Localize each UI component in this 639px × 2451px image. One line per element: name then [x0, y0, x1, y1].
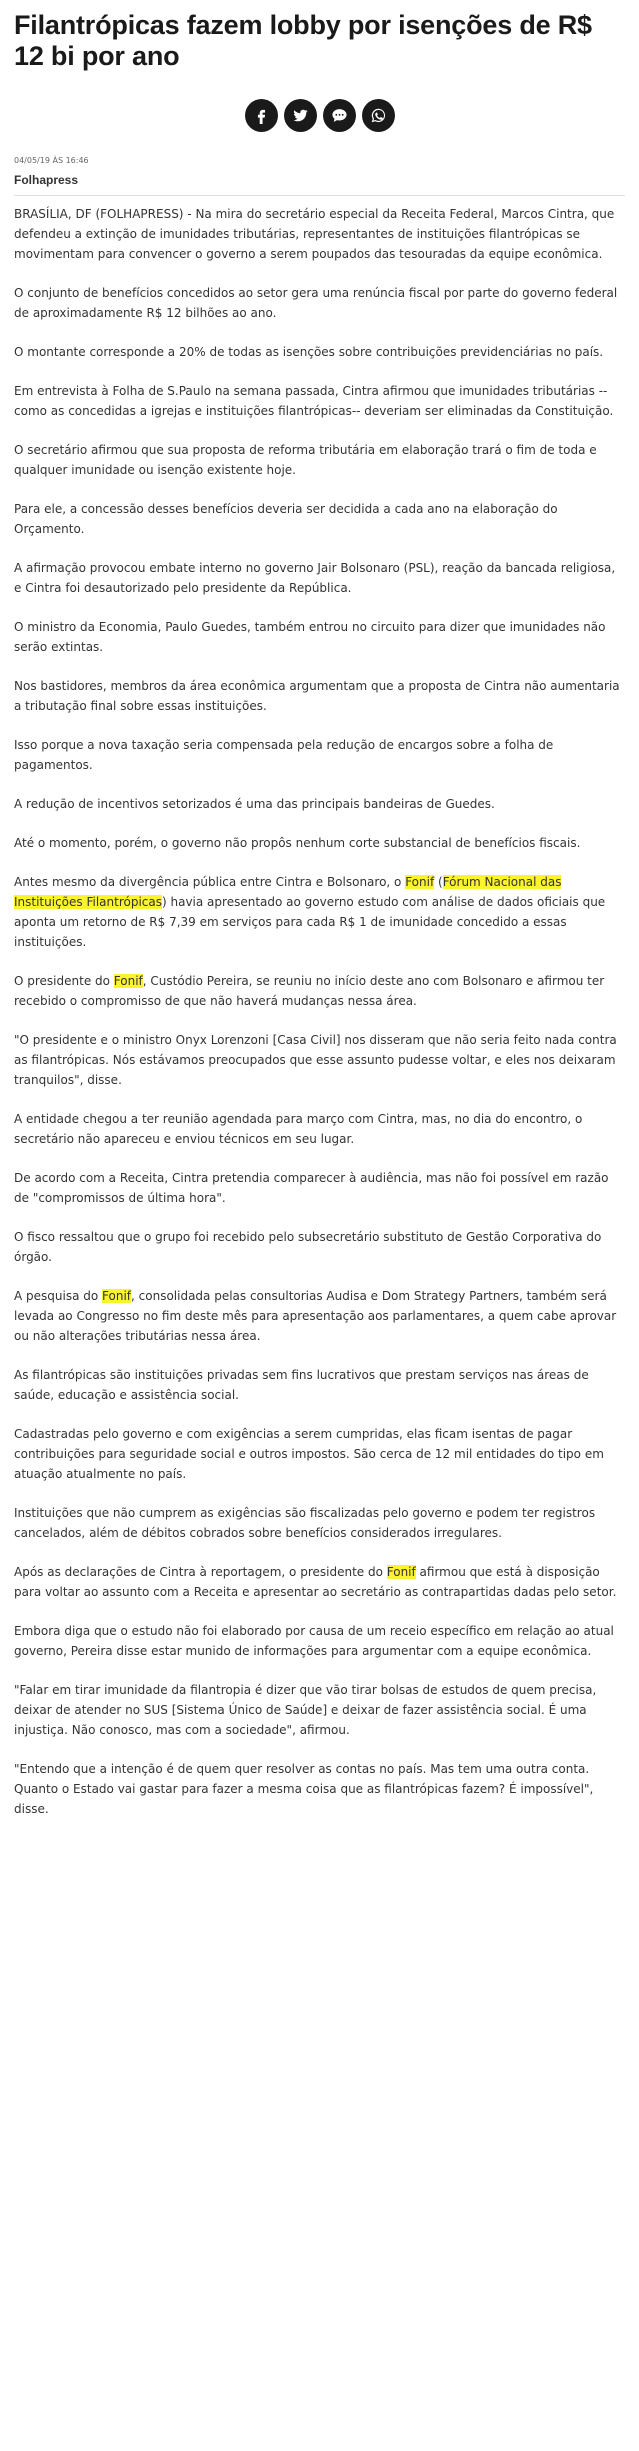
paragraph-text: (: [434, 875, 443, 889]
paragraph-text: , Custódio Pereira, se reuniu no início deste ano com Bolsonaro e afirmou ter recebido o compromisso de que não haverá mudanças nessa área.: [14, 974, 605, 1008]
article-source: Folhapress: [14, 173, 625, 196]
article-paragraph: [14, 283, 625, 323]
article-paragraph: [14, 381, 625, 421]
comment-button[interactable]: [323, 99, 356, 132]
paragraph-text: O secretário afirmou que sua proposta de reforma tributária em elaboração trará o fim de toda e qualquer imunidade ou isenção existente hoje.: [14, 443, 597, 477]
share-bar: [14, 99, 625, 137]
article-paragraph: [14, 617, 625, 657]
article-paragraph: [14, 1562, 625, 1602]
paragraph-text: A redução de incentivos setorizados é uma das principais bandeiras de Guedes.: [14, 797, 495, 811]
whatsapp-share-button[interactable]: [362, 99, 395, 132]
paragraph-text: , consolidada pelas consultorias Audisa e Dom Strategy Partners, também será levada ao Congresso no fim deste mês para apresentação aos parlamentares, a quem cabe aprovar ou não alterações tributárias nessa área.: [14, 1289, 617, 1343]
paragraph-text: Para ele, a concessão desses benefícios deveria ser decidida a cada ano na elaboração do Orçamento.: [14, 502, 558, 536]
article-paragraph: [14, 342, 625, 362]
article-paragraph: [14, 971, 625, 1011]
article-paragraph: [14, 1227, 625, 1267]
article-paragraph: [14, 735, 625, 775]
paragraph-text: Após as declarações de Cintra à reportagem, o presidente do: [14, 1565, 387, 1579]
highlighted-term: Fórum Nacional das Instituições Filantrópicas: [14, 875, 562, 909]
paragraph-text: O ministro da Economia, Paulo Guedes, também entrou no circuito para dizer que imunidades não serão extintas.: [14, 620, 606, 654]
paragraph-text: Antes mesmo da divergência pública entre Cintra e Bolsonaro, o: [14, 875, 406, 889]
article-paragraph: [14, 833, 625, 853]
article-title: Filantrópicas fazem lobby por isenções de R$ 12 bi por ano: [14, 10, 592, 71]
article-body: [14, 204, 625, 1819]
paragraph-text: ) havia apresentado ao governo estudo com análise de dados oficiais que aponta um retorno de R$ 7,39 em serviços para cada R$ 1 de imunidade concedido a essas instituições.: [14, 895, 606, 949]
whatsapp-icon: [370, 107, 387, 124]
paragraph-text: Em entrevista à Folha de S.Paulo na semana passada, Cintra afirmou que imunidades tributárias --como as concedidas a igrejas e instituições filantrópicas-- deveriam ser eliminadas da Constituição.: [14, 384, 614, 418]
article-paragraph: [14, 1365, 625, 1405]
comment-icon: [331, 107, 348, 124]
paragraph-text: "Falar em tirar imunidade da filantropia é dizer que vão tirar bolsas de estudos de quem precisa, deixar de atender no SUS [Sistema Único de Saúde] e deixar de fazer assistência social. É uma injustiça. Não conosco, mas com a sociedade", afirmou.: [14, 1683, 597, 1737]
article-paragraph: [14, 1286, 625, 1346]
highlighted-term: Fonif: [405, 875, 435, 889]
article-paragraph: [14, 1621, 625, 1661]
article-paragraph: [14, 1759, 625, 1819]
paragraph-text: A entidade chegou a ter reunião agendada para março com Cintra, mas, no dia do encontro, o secretário não apareceu e enviou técnicos em seu lugar.: [14, 1112, 583, 1146]
highlighted-term: Fonif: [386, 1565, 416, 1579]
article-paragraph: [14, 1424, 625, 1484]
highlighted-term: Fonif: [102, 1289, 132, 1303]
highlighted-term: Fonif: [113, 974, 143, 988]
article-paragraph: [14, 499, 625, 539]
article-paragraph: [14, 1030, 625, 1090]
article-paragraph: [14, 794, 625, 814]
article-paragraph: [14, 1168, 625, 1208]
paragraph-text: As filantrópicas são instituições privadas sem fins lucrativos que prestam serviços nas áreas de saúde, educação e assistência social.: [14, 1368, 589, 1402]
article-paragraph: [14, 1503, 625, 1543]
paragraph-text: Até o momento, porém, o governo não propôs nenhum corte substancial de benefícios fiscais.: [14, 836, 581, 850]
twitter-share-button[interactable]: [284, 99, 317, 132]
article-paragraph: [14, 676, 625, 716]
paragraph-text: afirmou que está à disposição para voltar ao assunto com a Receita e apresentar ao secretário as contrapartidas dadas pelo setor.: [14, 1565, 617, 1599]
article-paragraph: [14, 1680, 625, 1740]
paragraph-text: BRASÍLIA, DF (FOLHAPRESS) - Na mira do secretário especial da Receita Federal, Marcos Cintra, que defendeu a extinção de imunidades tributárias, representantes de instituições filantrópicas se movimentam para convencer o governo a serem poupados das tesouradas da equipe econômica.: [14, 207, 615, 261]
paragraph-text: O fisco ressaltou que o grupo foi recebido pelo subsecretário substituto de Gestão Corporativa do órgão.: [14, 1230, 602, 1264]
paragraph-text: Isso porque a nova taxação seria compensada pela redução de encargos sobre a folha de pagamentos.: [14, 738, 554, 772]
article-paragraph: [14, 204, 625, 264]
twitter-icon: [292, 107, 309, 124]
paragraph-text: "Entendo que a intenção é de quem quer resolver as contas no país. Mas tem uma outra conta. Quanto o Estado vai gastar para fazer a mesma coisa que as filantrópicas fazem? É impossível", disse.: [14, 1762, 594, 1816]
facebook-icon: [253, 107, 270, 124]
article-paragraph: [14, 1109, 625, 1149]
paragraph-text: A afirmação provocou embate interno no governo Jair Bolsonaro (PSL), reação da bancada religiosa, e Cintra foi desautorizado pelo presidente da República.: [14, 561, 616, 595]
paragraph-text: Cadastradas pelo governo e com exigências a serem cumpridas, elas ficam isentas de pagar contribuições para seguridade social e outros impostos. São cerca de 12 mil entidades do tipo em atuação atualmente no país.: [14, 1427, 604, 1481]
article: [14, 10, 625, 1838]
facebook-share-button[interactable]: [245, 99, 278, 132]
article-paragraph: [14, 872, 625, 952]
article-timestamp: 04/05/19 ÀS 16:46: [14, 156, 89, 165]
article-paragraph: [14, 440, 625, 480]
paragraph-text: De acordo com a Receita, Cintra pretendia comparecer à audiência, mas não foi possível em razão de "compromissos de última hora".: [14, 1171, 609, 1205]
paragraph-text: "O presidente e o ministro Onyx Lorenzoni [Casa Civil] nos disseram que não seria feito nada contra as filantrópicas. Nós estávamos preocupados que esse assunto pudesse voltar, e eles nos deixaram tranquilos", disse.: [14, 1033, 617, 1087]
paragraph-text: Nos bastidores, membros da área econômica argumentam que a proposta de Cintra não aumentaria a tributação final sobre essas instituições.: [14, 679, 620, 713]
paragraph-text: O conjunto de benefícios concedidos ao setor gera uma renúncia fiscal por parte do governo federal de aproximadamente R$ 12 bilhões ao ano.: [14, 286, 618, 320]
paragraph-text: O montante corresponde a 20% de todas as isenções sobre contribuições previdenciárias no país.: [14, 345, 604, 359]
paragraph-text: Instituições que não cumprem as exigências são fiscalizadas pelo governo e podem ter registros cancelados, além de débitos cobrados sobre benefícios considerados irregulares.: [14, 1506, 596, 1540]
paragraph-text: Embora diga que o estudo não foi elaborado por causa de um receio específico em relação ao atual governo, Pereira disse estar munido de informações para argumentar com a equipe econômica.: [14, 1624, 614, 1658]
article-paragraph: [14, 558, 625, 598]
paragraph-text: A pesquisa do: [14, 1289, 103, 1303]
paragraph-text: O presidente do: [14, 974, 114, 988]
